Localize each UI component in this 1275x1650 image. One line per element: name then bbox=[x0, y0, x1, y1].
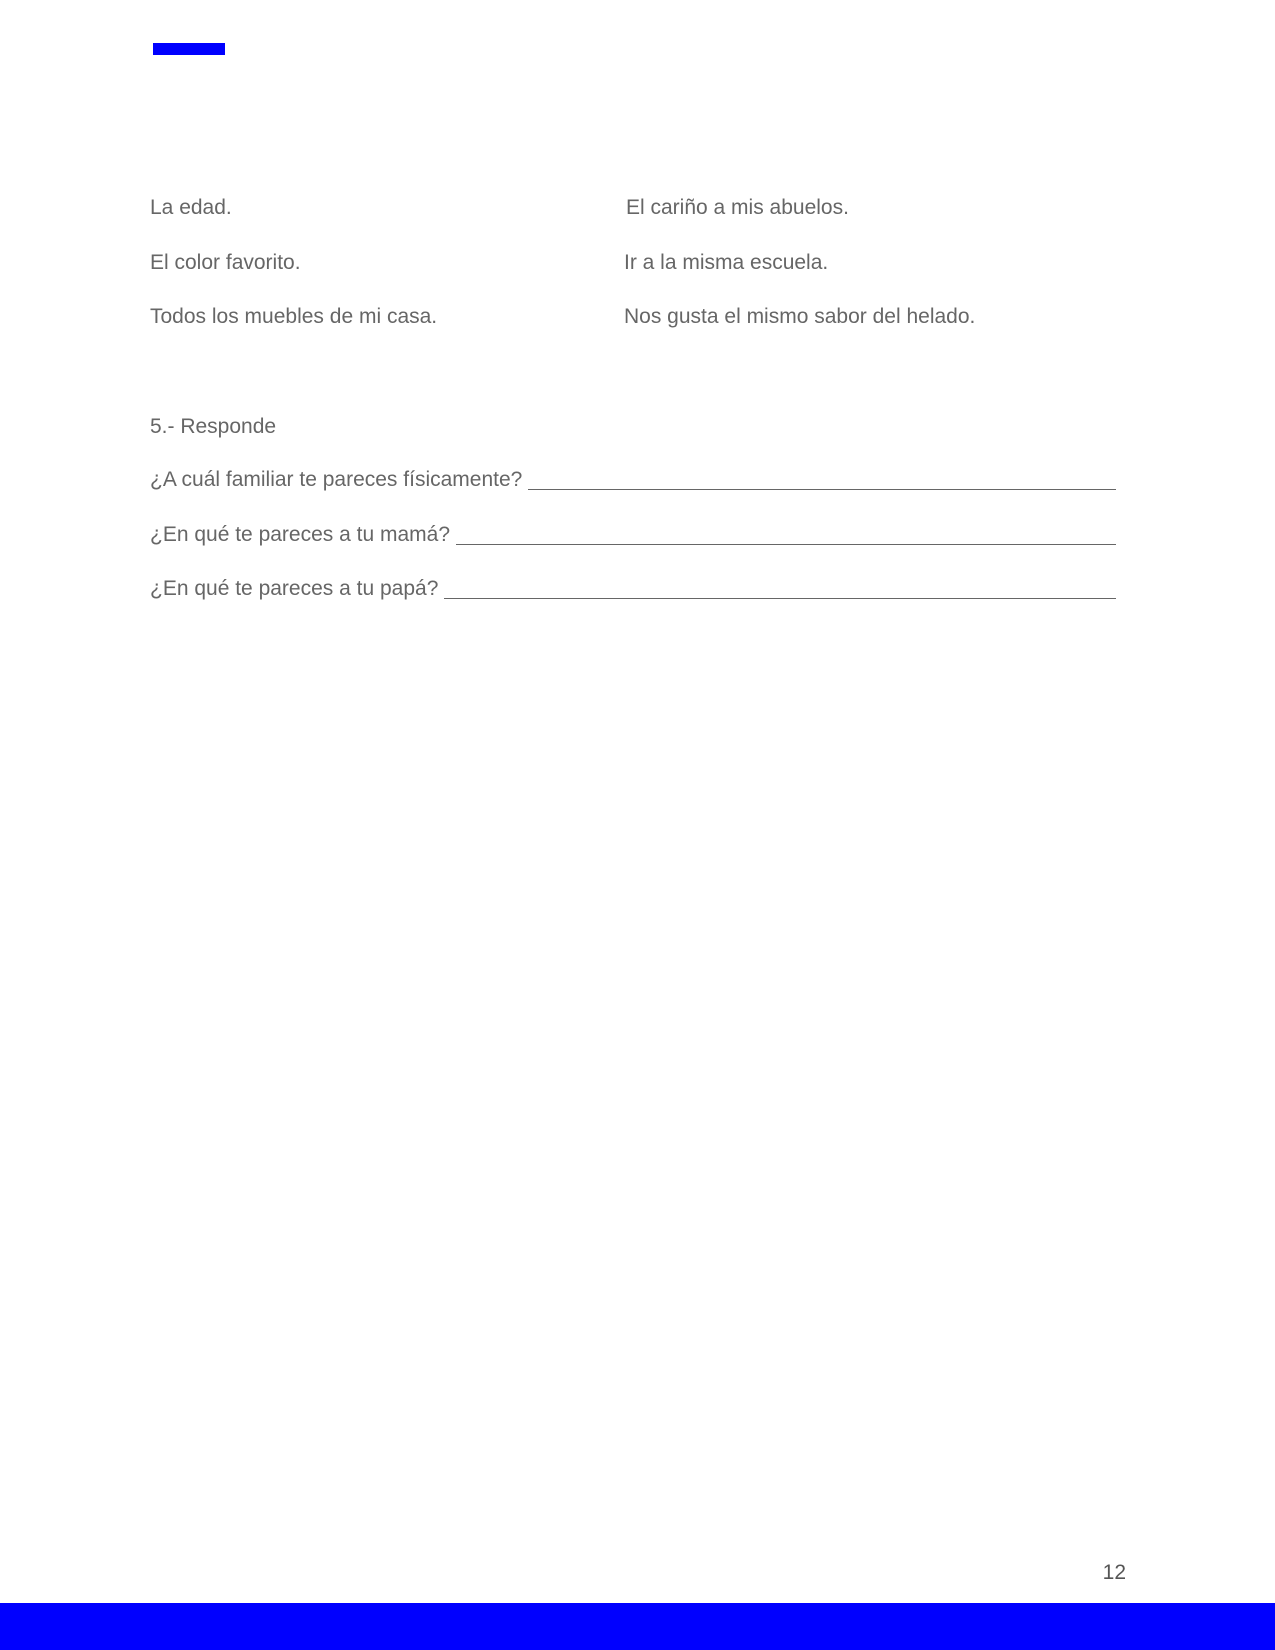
page-number: 12 bbox=[1102, 1561, 1126, 1584]
option-right-1: El cariño a mis abuelos. bbox=[626, 196, 849, 219]
bottom-accent-bar bbox=[0, 1603, 1275, 1650]
option-right-3: Nos gusta el mismo sabor del helado. bbox=[624, 305, 976, 328]
question-1-text: ¿A cuál familiar te pareces físicamente? bbox=[150, 468, 523, 491]
answer-1-input[interactable] bbox=[528, 483, 1116, 490]
option-left-1: La edad. bbox=[150, 196, 232, 219]
question-row-2 bbox=[150, 520, 1116, 550]
option-left-3: Todos los muebles de mi casa. bbox=[150, 305, 438, 328]
question-2-text: ¿En qué te pareces a tu mamá? bbox=[150, 523, 450, 546]
answer-2-input[interactable] bbox=[456, 538, 1116, 545]
question-row-1 bbox=[150, 465, 1116, 495]
top-accent-bar bbox=[153, 43, 225, 55]
question-row-3 bbox=[150, 574, 1116, 604]
answer-3-input[interactable] bbox=[444, 592, 1116, 599]
option-left-2: El color favorito. bbox=[150, 251, 301, 274]
section-title: 5.- Responde bbox=[150, 415, 277, 438]
option-right-2: Ir a la misma escuela. bbox=[624, 251, 829, 274]
question-3-text: ¿En qué te pareces a tu papá? bbox=[150, 577, 439, 600]
